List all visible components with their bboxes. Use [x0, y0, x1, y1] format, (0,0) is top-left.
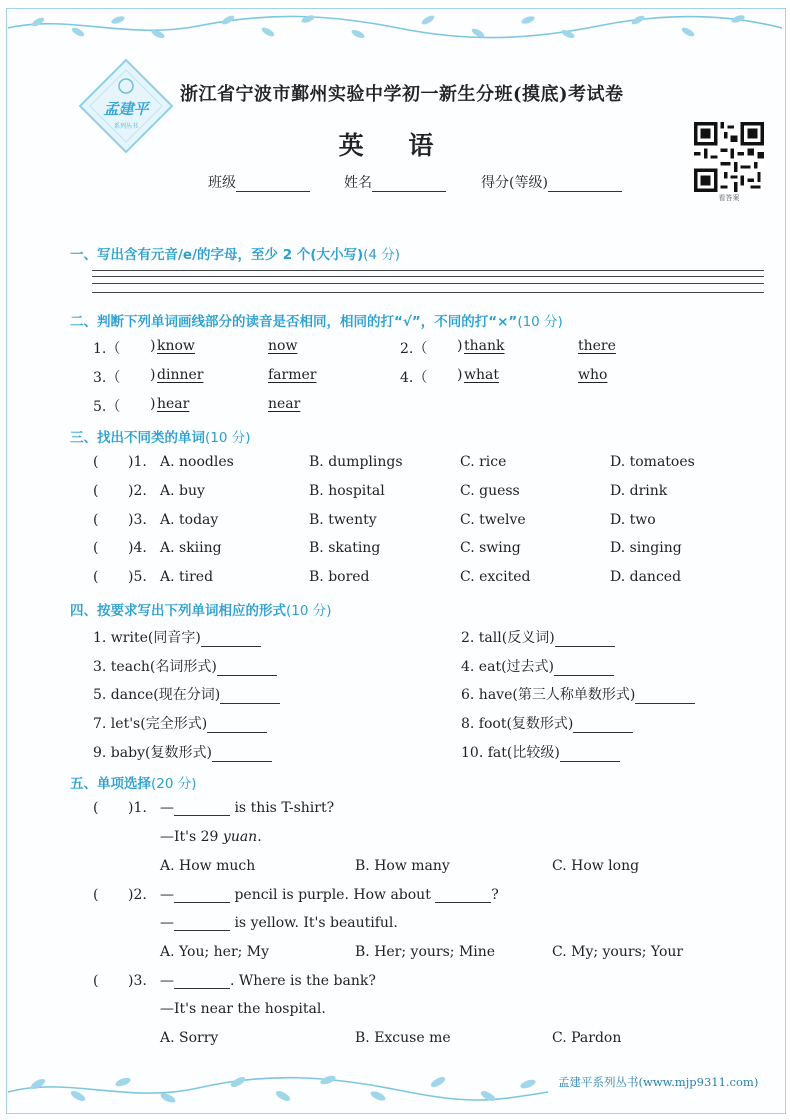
- option-a: A. buy: [160, 483, 205, 499]
- word-form-item[interactable]: [93, 627, 261, 647]
- section4-title: 四、按要求写出下列单词相应的形式: [70, 603, 286, 619]
- word-form-item[interactable]: [93, 742, 272, 762]
- answer-blank[interactable]: [93, 338, 120, 358]
- option-c: C. Pardon: [552, 1030, 622, 1046]
- writing-line[interactable]: [92, 292, 764, 293]
- answer-blank[interactable]: [635, 689, 695, 704]
- word-form-item[interactable]: [461, 742, 620, 762]
- answer-blank[interactable]: (: [93, 512, 99, 528]
- answer-blank[interactable]: (: [93, 454, 99, 470]
- answer-blank[interactable]: (: [93, 887, 99, 903]
- word-b: now: [268, 338, 298, 354]
- word-form-item[interactable]: [93, 684, 280, 704]
- fill-blank[interactable]: [174, 801, 230, 816]
- option-c: C. twelve: [460, 512, 526, 528]
- section5-title: 五、单项选择: [70, 776, 151, 792]
- word-form-item[interactable]: [93, 656, 277, 676]
- question-number: )4.: [128, 540, 147, 556]
- option-a: A. tired: [160, 569, 214, 585]
- question-number: )5.: [128, 569, 147, 585]
- answer-blank[interactable]: [573, 718, 633, 733]
- paren-close: ): [457, 367, 463, 383]
- word-b: who: [578, 367, 608, 383]
- score-blank[interactable]: [548, 177, 622, 192]
- word-b: farmer: [268, 367, 317, 383]
- paren-close: ): [457, 338, 463, 354]
- class-field[interactable]: [208, 172, 310, 192]
- item-number: 3.（: [93, 370, 121, 386]
- dash: —: [160, 800, 174, 816]
- answer-blank[interactable]: (: [93, 800, 99, 816]
- logo-subtext: 系列丛书: [113, 123, 139, 130]
- question-number: )1.: [128, 454, 147, 470]
- option-d: D. two: [610, 512, 656, 528]
- answer-blank[interactable]: [400, 338, 427, 358]
- word-form-item[interactable]: [93, 713, 267, 733]
- option-c: C. guess: [460, 483, 520, 499]
- fill-blank[interactable]: [174, 916, 230, 931]
- qr-code[interactable]: [694, 122, 764, 192]
- word-form-prompt: 1. write(同音字): [93, 630, 201, 646]
- option-a: A. You; her; My: [160, 944, 270, 960]
- section5-heading: [70, 772, 197, 792]
- score-field[interactable]: [481, 172, 622, 192]
- word-form-prompt: 10. fat(比较级): [461, 745, 560, 761]
- item-number: 4.（: [400, 370, 428, 386]
- name-field[interactable]: [344, 172, 446, 192]
- word-b: there: [578, 338, 616, 354]
- word-a: hear: [157, 396, 190, 412]
- option-b: B. How many: [355, 858, 450, 874]
- option-a: A. Sorry: [160, 1030, 219, 1046]
- question-stem: [160, 800, 334, 816]
- paren-close: ): [150, 367, 156, 383]
- paren-close: ): [150, 396, 156, 412]
- writing-line[interactable]: [92, 276, 764, 277]
- answer-blank[interactable]: (: [93, 973, 99, 989]
- answer-blank[interactable]: [554, 661, 614, 676]
- section4-points: (10 分): [286, 603, 332, 619]
- reply-italic: yuan: [222, 829, 258, 845]
- section2-heading: [70, 310, 563, 330]
- word-form-item[interactable]: [461, 627, 615, 647]
- question-number: )2.: [128, 887, 147, 903]
- question-reply: [160, 915, 398, 931]
- section1-points: (4 分): [363, 247, 401, 263]
- section4-heading: [70, 599, 332, 619]
- answer-blank[interactable]: (: [93, 569, 99, 585]
- answer-blank[interactable]: (: [93, 483, 99, 499]
- word-a: what: [464, 367, 499, 383]
- dash: —: [160, 887, 174, 903]
- option-d: D. drink: [610, 483, 668, 499]
- question-number: )3.: [128, 512, 147, 528]
- option-c: C. rice: [460, 454, 507, 470]
- word-form-prompt: 5. dance(现在分词): [93, 687, 221, 703]
- word-form-prompt: 4. eat(过去式): [461, 659, 554, 675]
- option-d: D. singing: [610, 540, 682, 556]
- exam-title: 浙江省宁波市鄞州实验中学初一新生分班(摸底)考试卷: [180, 84, 624, 105]
- question-stem: [160, 887, 499, 903]
- option-b: B. Excuse me: [355, 1030, 451, 1046]
- vine-decoration-top: [8, 10, 782, 44]
- word-form-prompt: 2. tall(反义词): [461, 630, 555, 646]
- section3-heading: [70, 426, 251, 446]
- option-c: C. swing: [460, 540, 521, 556]
- reply-text: —It's 29: [160, 829, 223, 845]
- word-form-prompt: 9. baby(复数形式): [93, 745, 212, 761]
- word-form-item[interactable]: [461, 713, 633, 733]
- answer-blank[interactable]: [555, 632, 615, 647]
- class-label: 班级: [208, 175, 236, 191]
- word-form-prompt: 7. let's(完全形式): [93, 716, 208, 732]
- section1-title: 一、写出含有元音/e/的字母，至少 2 个(大小写): [70, 247, 364, 263]
- option-a: A. skiing: [160, 540, 222, 556]
- word-a: thank: [464, 338, 505, 354]
- section5-points: (20 分): [151, 776, 197, 792]
- fill-blank[interactable]: [174, 888, 230, 903]
- question-stem: [160, 973, 376, 989]
- name-label: 姓名: [344, 175, 372, 191]
- word-form-prompt: 8. foot(复数形式): [461, 716, 574, 732]
- option-b: B. hospital: [309, 483, 385, 499]
- answer-blank[interactable]: [212, 747, 272, 762]
- answer-blank[interactable]: [201, 632, 261, 647]
- option-b: B. skating: [309, 540, 381, 556]
- section1-heading: [70, 243, 400, 263]
- section2-title: 二、判断下列单词画线部分的读音是否相同，相同的打“√”，不同的打“×”: [70, 314, 518, 330]
- stem-end: ?: [491, 887, 499, 903]
- answer-blank[interactable]: [217, 661, 277, 676]
- logo-text: 孟建平: [103, 100, 149, 118]
- dash: —: [160, 915, 174, 931]
- answer-blank[interactable]: [560, 747, 620, 762]
- option-d: D. danced: [610, 569, 682, 585]
- question-number: )3.: [128, 973, 147, 989]
- answer-blank[interactable]: [93, 396, 120, 416]
- option-c: C. excited: [460, 569, 531, 585]
- score-label: 得分(等级): [481, 175, 548, 191]
- word-form-prompt: 6. have(第三人称单数形式): [461, 687, 636, 703]
- word-b: near: [268, 396, 301, 412]
- writing-line[interactable]: [92, 270, 764, 271]
- writing-line[interactable]: [92, 283, 764, 284]
- item-number: 1.（: [93, 341, 121, 357]
- section3-points: (10 分): [205, 430, 251, 446]
- question-reply: —It's near the hospital.: [160, 1001, 326, 1017]
- fill-blank[interactable]: [435, 888, 491, 903]
- word-form-item[interactable]: [461, 656, 614, 676]
- question-reply: [160, 829, 262, 845]
- word-a: know: [157, 338, 195, 354]
- answer-blank[interactable]: [400, 367, 427, 387]
- option-b: B. dumplings: [309, 454, 403, 470]
- answer-blank[interactable]: [207, 718, 267, 733]
- section2-points: (10 分): [517, 314, 563, 330]
- stem-text: is this T-shirt?: [234, 800, 335, 816]
- option-c: C. My; yours; Your: [552, 944, 684, 960]
- answer-blank[interactable]: [220, 689, 280, 704]
- word-form-prompt: 3. teach(名词形式): [93, 659, 217, 675]
- answer-blank[interactable]: (: [93, 540, 99, 556]
- stem-text: pencil is purple. How about: [234, 887, 431, 903]
- item-number: 5.（: [93, 399, 121, 415]
- answer-blank[interactable]: [93, 367, 120, 387]
- reply-end: .: [257, 829, 262, 845]
- option-a: A. noodles: [160, 454, 234, 470]
- stem-text: . Where is the bank?: [230, 973, 376, 989]
- word-a: dinner: [157, 367, 204, 383]
- option-a: A. today: [160, 512, 219, 528]
- dash: —: [160, 973, 174, 989]
- question-number: )2.: [128, 483, 147, 499]
- item-number: 2.（: [400, 341, 428, 357]
- fill-blank[interactable]: [174, 974, 230, 989]
- class-blank[interactable]: [236, 177, 310, 192]
- reply-text: is yellow. It's beautiful.: [234, 915, 398, 931]
- section3-title: 三、找出不同类的单词: [70, 430, 205, 446]
- option-b: B. Her; yours; Mine: [355, 944, 496, 960]
- name-blank[interactable]: [372, 177, 446, 192]
- option-d: D. tomatoes: [610, 454, 695, 470]
- option-c: C. How long: [552, 858, 640, 874]
- option-a: A. How much: [160, 858, 256, 874]
- footer-publisher: 孟建平系列丛书(www.mjp9311.com): [558, 1075, 759, 1089]
- question-number: )1.: [128, 800, 147, 816]
- word-form-item[interactable]: [461, 684, 695, 704]
- option-b: B. twenty: [309, 512, 377, 528]
- option-b: B. bored: [309, 569, 370, 585]
- subject-heading: 英 语: [338, 131, 452, 160]
- paren-close: ): [150, 338, 156, 354]
- qr-caption: 看答案: [718, 194, 740, 202]
